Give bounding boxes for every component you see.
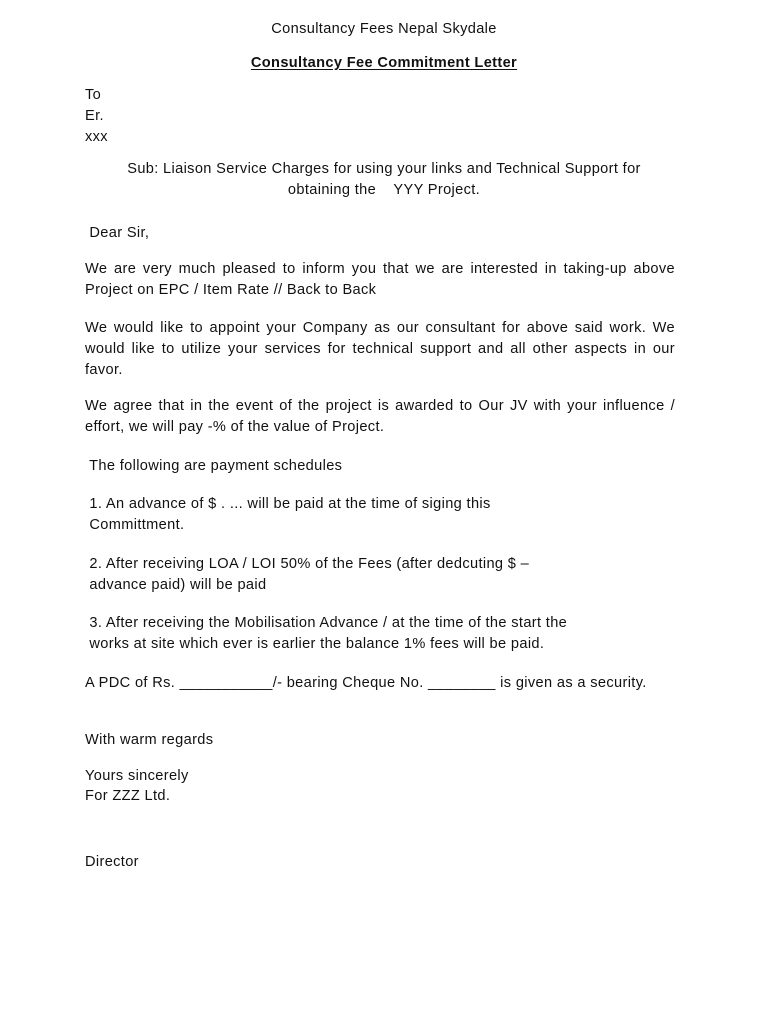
schedule-intro: The following are payment schedules [85,458,343,474]
letter-heading: Consultancy Fee Commitment Letter [250,55,518,71]
body-paragraph-3: We agree that in the event of the project is awarded to Our JV with your influence / effort, we will pay -% of the value of Project. [85,398,675,435]
schedule-item-1-line-1: 1. An advance of $ . ... will be paid at the time of siging this [85,496,491,512]
closing-sincerely: Yours sincerely [85,768,189,784]
security-paragraph: A PDC of Rs. ___________/- bearing Cheque No. ________ is given as a security. [85,675,647,691]
body-paragraph-2: We would like to appoint your Company as our consultant for above said work. We would like to utilize your services for technical support and all other aspects in our favor. [85,320,675,378]
recipient-address: xxx [85,129,108,145]
closing-regards: With warm regards [85,732,214,748]
schedule-item-2-line-2: advance paid) will be paid [85,577,267,593]
schedule-item-1-line-2: Committment. [85,517,185,533]
recipient-name: Er. [85,108,104,124]
salutation: Dear Sir, [85,225,150,241]
schedule-item-3-line-2: works at site which ever is earlier the balance 1% fees will be paid. [85,636,545,652]
recipient-to: To [85,87,102,103]
schedule-item-2-line-1: 2. After receiving LOA / LOI 50% of the Fees (after dedcuting $ – [85,556,530,572]
document-title: Consultancy Fees Nepal Skydale [271,21,497,37]
subject-line-2: obtaining the YYY Project. [287,182,481,198]
signatory-title: Director [85,854,139,870]
subject-line-1: Sub: Liaison Service Charges for using your links and Technical Support for [127,161,641,177]
schedule-item-3-line-1: 3. After receiving the Mobilisation Advance / at the time of the start the [85,615,568,631]
body-paragraph-1: We are very much pleased to inform you that we are interested in taking-up above Project on EPC / Item Rate // Back to Back [85,261,675,298]
closing-company: For ZZZ Ltd. [85,788,171,804]
